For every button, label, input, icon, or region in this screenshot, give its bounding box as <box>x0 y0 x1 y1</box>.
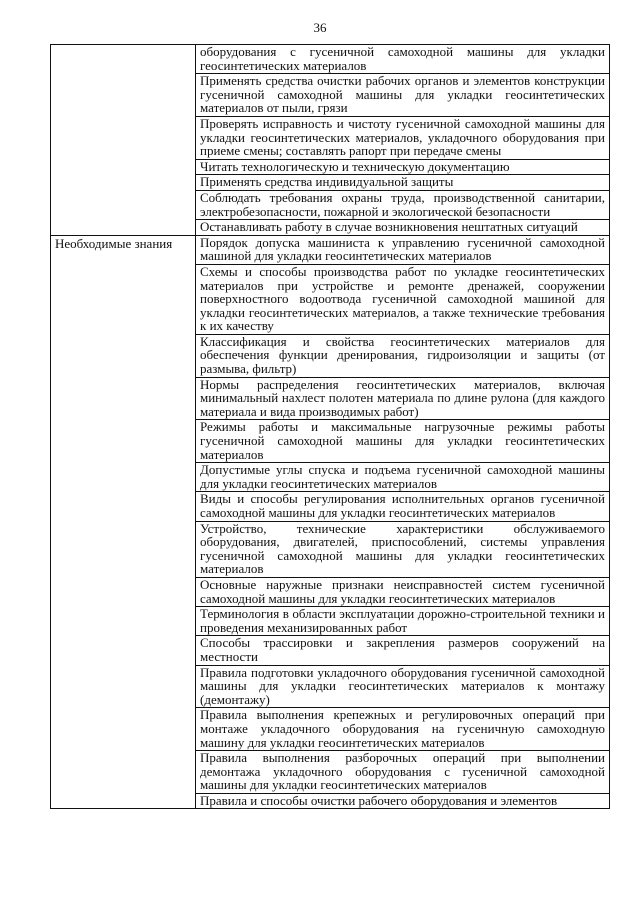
requirement-item: оборудования с гусеничной самоходной машины для укладки геосинтетических материалов <box>196 45 610 74</box>
requirement-item: Нормы распределения геосинтетических материалов, включая минимальный нахлест полотен материала по длине рулона (для каждого материала и вида производимых работ) <box>196 377 610 420</box>
requirement-item: Основные наружные признаки неисправностей систем гусеничной самоходной машины для укладки геосинтетических материалов <box>196 577 610 606</box>
requirement-item: Читать технологическую и техническую документацию <box>196 159 610 175</box>
requirement-item: Правила выполнения разборочных операций при выполнении демонтажа укладочного оборудования с гусеничной самоходной машины для укладки геосинтетических материалов <box>196 751 610 794</box>
requirement-item: Терминология в области эксплуатации дорожно-строительной техники и проведения механизированных работ <box>196 607 610 636</box>
requirement-item: Соблюдать требования охраны труда, производственной санитарии, электробезопасности, пожарной и экологической безопасности <box>196 190 610 219</box>
requirement-item: Схемы и способы производства работ по укладке геосинтетических материалов при устройстве и ремонте дренажей, сооружении поверхностного водоотвода гусеничной самоходной машиной для укладки геосинтетических материалов, а также технические требования к их качеству <box>196 264 610 334</box>
requirement-item: Допустимые углы спуска и подъема гусеничной самоходной машины для укладки геосинтетических материалов <box>196 463 610 492</box>
requirement-item: Правила выполнения крепежных и регулировочных операций при монтаже укладочного оборудования на гусеничную самоходную машину для укладки геосинтетических материалов <box>196 708 610 751</box>
table-row <box>51 45 610 74</box>
section-label-knowledge: Необходимые знания <box>51 235 196 809</box>
table-row <box>51 235 610 264</box>
requirements-table-body <box>51 45 610 809</box>
requirement-item: Применять средства индивидуальной защиты <box>196 175 610 191</box>
requirement-item: Правила подготовки укладочного оборудования гусеничной самоходной машины для укладки геосинтетических материалов к монтажу (демонтажу) <box>196 665 610 708</box>
requirement-item: Применять средства очистки рабочих органов и элементов конструкции гусеничной самоходной машины для укладки геосинтетических материалов от пыли, грязи <box>196 74 610 117</box>
requirement-item: Режимы работы и максимальные нагрузочные режимы работы гусеничной самоходной машины для укладки геосинтетических материалов <box>196 420 610 463</box>
requirement-item: Останавливать работу в случае возникновения нештатных ситуаций <box>196 220 610 236</box>
page-number: 36 <box>313 20 327 35</box>
requirement-item: Правила и способы очистки рабочего оборудования и элементов <box>196 793 610 809</box>
requirements-table <box>50 44 610 809</box>
requirement-item: Виды и способы регулирования исполнительных органов гусеничной самоходной машины для укладки геосинтетических материалов <box>196 492 610 521</box>
requirement-item: Проверять исправность и чистоту гусеничной самоходной машины для укладки геосинтетических материалов, укладочного оборудования при приеме смены; составлять рапорт при передаче смены <box>196 116 610 159</box>
requirement-item: Способы трассировки и закрепления размеров сооружений на местности <box>196 636 610 665</box>
requirement-item: Классификация и свойства геосинтетических материалов для обеспечения функции дренирования, гидроизоляции и защиты (от размыва, фильтр) <box>196 334 610 377</box>
section-label-skills <box>51 45 196 236</box>
requirement-item: Порядок допуска машиниста к управлению гусеничной самоходной машиной для укладки геосинтетических материалов <box>196 235 610 264</box>
requirement-item: Устройство, технические характеристики обслуживаемого оборудования, двигателей, приспособлений, системы управления гусеничной самоходной машины для укладки геосинтетических материалов <box>196 521 610 577</box>
